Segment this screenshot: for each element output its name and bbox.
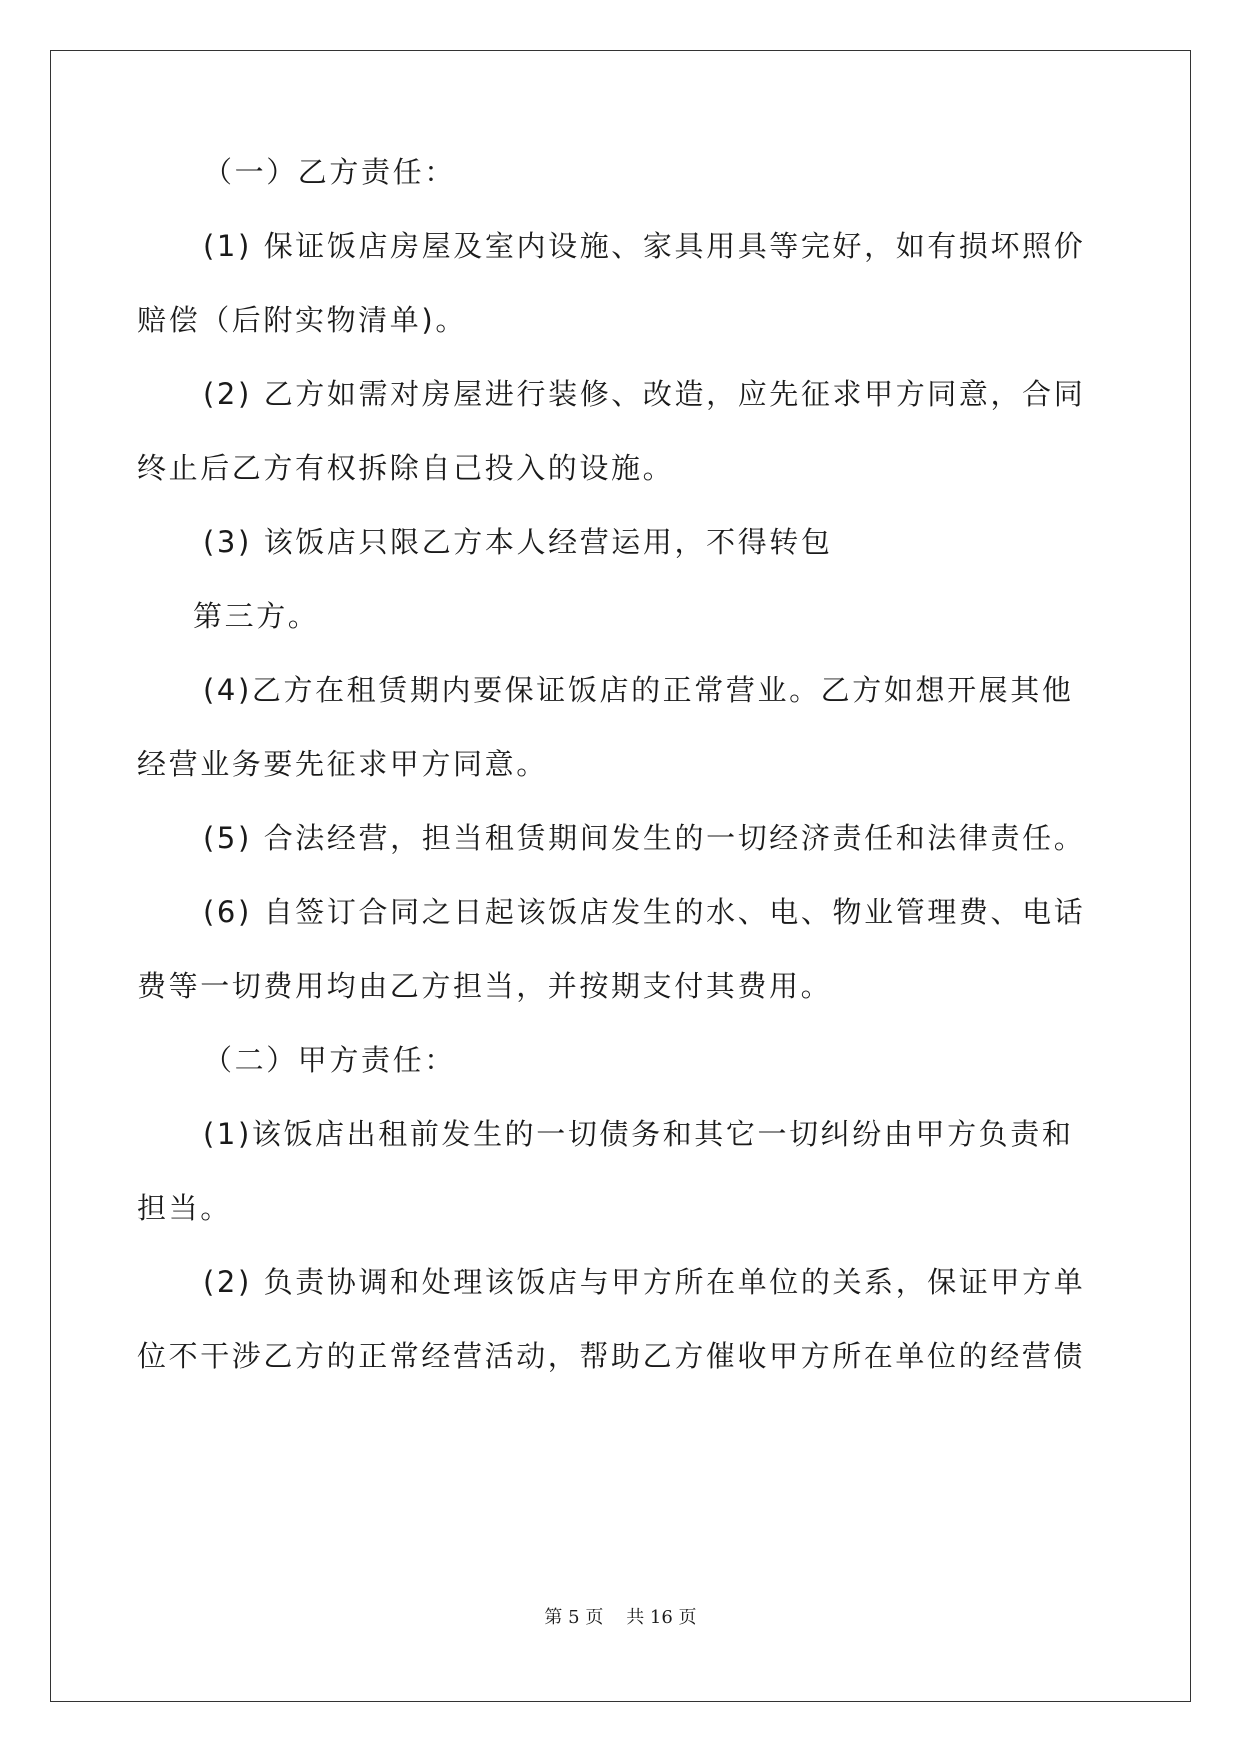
section-heading-party-a: （二）甲方责任： xyxy=(203,1043,456,1077)
page-border xyxy=(50,50,1191,1702)
paragraph-line: (3) 该饭店只限乙方本人经营运用，不得转包 xyxy=(203,525,833,559)
section-heading-party-b: （一）乙方责任： xyxy=(203,155,456,189)
page-number-footer: 第 5 页 共 16 页 xyxy=(544,1607,697,1628)
paragraph-line: 经营业务要先征求甲方同意。 xyxy=(137,747,548,781)
paragraph-line: (6) 自签订合同之日起该饭店发生的水、电、物业管理费、电话 xyxy=(203,895,1086,929)
paragraph-line: (4)乙方在租赁期内要保证饭店的正常营业。乙方如想开展其他 xyxy=(203,673,1074,707)
paragraph-line: (2) 负责协调和处理该饭店与甲方所在单位的关系，保证甲方单 xyxy=(203,1265,1086,1299)
paragraph-line: (1)该饭店出租前发生的一切债务和其它一切纠纷由甲方负责和 xyxy=(203,1117,1074,1151)
paragraph-line: 终止后乙方有权拆除自己投入的设施。 xyxy=(137,451,675,485)
paragraph-line: 位不干涉乙方的正常经营活动，帮助乙方催收甲方所在单位的经营债 xyxy=(137,1339,1086,1373)
paragraph-line: (2) 乙方如需对房屋进行装修、改造，应先征求甲方同意，合同 xyxy=(203,377,1086,411)
paragraph-line: (5) 合法经营，担当租赁期间发生的一切经济责任和法律责任。 xyxy=(203,821,1086,855)
paragraph-line: 第三方。 xyxy=(193,599,320,633)
paragraph-line: (1) 保证饭店房屋及室内设施、家具用具等完好，如有损坏照价 xyxy=(203,229,1086,263)
paragraph-line: 担当。 xyxy=(137,1191,232,1225)
paragraph-line: 费等一切费用均由乙方担当，并按期支付其费用。 xyxy=(137,969,833,1003)
paragraph-line: 赔偿（后附实物清单)。 xyxy=(137,303,467,337)
